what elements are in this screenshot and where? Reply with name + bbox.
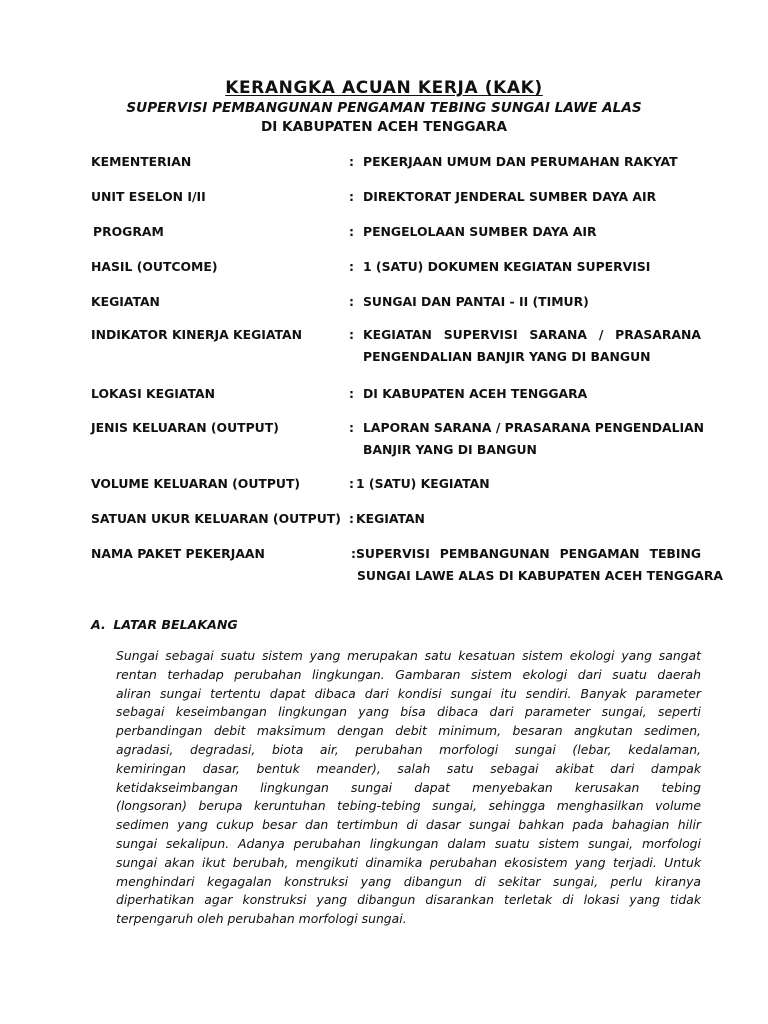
field-value-continuation: BANJIR YANG DI BANGUN (363, 442, 537, 457)
field-separator: : (349, 294, 354, 309)
field-value: 1 (SATU) DOKUMEN KEGIATAN SUPERVISI (363, 259, 651, 274)
field-separator: : (349, 511, 354, 526)
section-title: LATAR BELAKANG (113, 617, 238, 632)
paragraph-line: sungai akan ikut berubah, mengikuti dinamika perubahan ekosistem yang terjadi. Untuk (116, 854, 701, 870)
field-separator: : (349, 189, 354, 204)
field-value: SUNGAI DAN PANTAI - II (TIMUR) (363, 294, 589, 309)
field-value: SUPERVISI PEMBANGUNAN PENGAMAN TEBING (356, 546, 701, 561)
field-separator: : (349, 386, 354, 401)
field-label: KEGIATAN (91, 294, 160, 309)
paragraph-line: rentan terhadap perubahan lingkungan. Gambaran sistem ekologi dari suatu daerah (116, 666, 701, 682)
field-value: 1 (SATU) KEGIATAN (356, 476, 490, 491)
field-label: KEMENTERIAN (91, 154, 192, 169)
paragraph-line: menghindari kegagalan konstruksi yang dibangun di sekitar sungai, perlu kiranya (116, 873, 701, 889)
field-label: INDIKATOR KINERJA KEGIATAN (91, 327, 302, 342)
field-label: LOKASI KEGIATAN (91, 386, 215, 401)
field-value-continuation: SUNGAI LAWE ALAS DI KABUPATEN ACEH TENGGARA (357, 568, 723, 583)
paragraph-line: perbandingan debit maksimum dengan debit minimum, besaran angkutan sedimen, (116, 723, 701, 739)
field-value-continuation: PENGENDALIAN BANJIR YANG DI BANGUN (363, 349, 651, 364)
paragraph-line: sebagai keseimbangan lingkungan yang bisa dibaca dari parameter sungai, seperti (116, 704, 701, 720)
field-label: SATUAN UKUR KELUARAN (OUTPUT) (91, 511, 341, 526)
document-title: KERANGKA ACUAN KERJA (KAK) (225, 78, 543, 98)
field-value: DIREKTORAT JENDERAL SUMBER DAYA AIR (363, 189, 657, 204)
paragraph-line: agradasi, degradasi, biota air, perubahan morfologi sungai (lebar, kedalaman, (116, 742, 701, 757)
field-label: VOLUME KELUARAN (OUTPUT) (91, 476, 301, 491)
field-value: PENGELOLAAN SUMBER DAYA AIR (363, 224, 597, 239)
paragraph-line: terpengaruh oleh perubahan morfologi sungai. (116, 911, 407, 927)
document-subtitle-line2: DI KABUPATEN ACEH TENGGARA (260, 119, 508, 135)
field-label: HASIL (OUTCOME) (91, 259, 218, 274)
field-value: LAPORAN SARANA / PRASARANA PENGENDALIAN (363, 420, 705, 435)
section-heading (91, 617, 238, 632)
field-label: UNIT ESELON I/II (91, 189, 206, 204)
field-separator: : (349, 224, 354, 239)
field-separator: : (349, 259, 354, 274)
field-label: NAMA PAKET PEKERJAAN (91, 546, 265, 561)
field-value: KEGIATAN SUPERVISI SARANA / PRASARANA (363, 327, 701, 342)
section-number: A. (91, 617, 106, 632)
field-separator: : (349, 154, 354, 169)
paragraph-line: aliran sungai tertentu dapat dibaca dari kondisi sungai itu sendiri. Banyak parameter (116, 685, 701, 701)
field-value: DI KABUPATEN ACEH TENGGARA (363, 386, 588, 401)
paragraph-line: Sungai sebagai suatu sistem yang merupakan satu kesatuan sistem ekologi yang sangat (116, 648, 701, 663)
field-label: PROGRAM (93, 224, 164, 239)
field-separator: : (349, 420, 354, 435)
field-label: JENIS KELUARAN (OUTPUT) (91, 420, 279, 435)
field-value: PEKERJAAN UMUM DAN PERUMAHAN RAKYAT (363, 154, 678, 169)
paragraph-line: (longsoran) berupa keruntuhan tebing-tebing sungai, sehingga menghasilkan volume (116, 798, 701, 814)
document-subtitle-line1: SUPERVISI PEMBANGUNAN PENGAMAN TEBING SUNGAI LAWE ALAS (126, 100, 642, 116)
field-value: KEGIATAN (356, 511, 425, 526)
paragraph-line: sedimen yang cukup besar dan tertimbun di dasar sungai bahkan pada bahagian hilir (116, 817, 701, 833)
field-separator: : (349, 476, 354, 491)
paragraph-line: ketidakseimbangan lingkungan sungai dapat menyebakan kerusakan tebing (116, 779, 701, 795)
field-separator: : (351, 546, 356, 561)
paragraph-line: diperhatikan agar konstruksi yang dibangun disarankan terletak di lokasi yang tidak (116, 892, 701, 908)
paragraph-line: kemiringan dasar, bentuk meander), salah satu sebagai akibat dari dampak (116, 760, 701, 776)
field-separator: : (349, 327, 354, 342)
paragraph-line: sungai sekalipun. Adanya perubahan lingkungan dalam suatu sistem sungai, morfologi (116, 836, 701, 851)
